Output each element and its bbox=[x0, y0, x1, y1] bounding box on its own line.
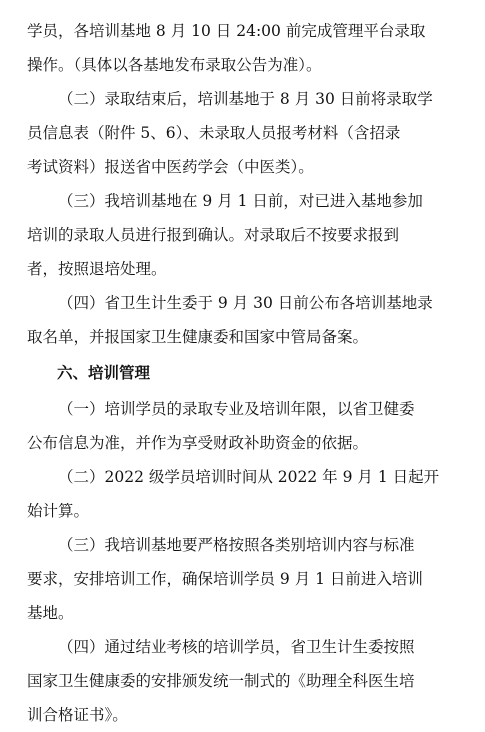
paragraph-line: （四）省卫生计生委于 9 月 30 日前公布各培训基地录 bbox=[58, 294, 433, 312]
paragraph-line: 者，按照退培处理。 bbox=[27, 260, 167, 278]
paragraph-line: 训合格证书》。 bbox=[27, 706, 128, 724]
paragraph-line: （二）录取结束后，培训基地于 8 月 30 日前将录取学 bbox=[58, 90, 433, 108]
paragraph-line: 始计算。 bbox=[27, 502, 90, 520]
section-heading: 六、培训管理 bbox=[57, 364, 151, 382]
paragraph-line: 操作。（具体以各基地发布录取公告为准）。 bbox=[27, 56, 322, 74]
paragraph-line: 基地。 bbox=[27, 604, 74, 622]
paragraph-line: 考试资料）报送省中医药学会（中医类）。 bbox=[27, 158, 314, 176]
paragraph-line: （二）2022 级学员培训时间从 2022 年 9 月 1 日起开 bbox=[58, 468, 440, 486]
paragraph-line: （三）我培训基地在 9 月 1 日前，对已进入基地参加 bbox=[58, 192, 423, 210]
paragraph-line: 学员，各培训基地 8 月 10 日 24:00 前完成管理平台录取 bbox=[27, 22, 426, 40]
paragraph-line: （三）我培训基地要严格按照各类别培训内容与标准 bbox=[58, 536, 415, 554]
paragraph-line: 要求，安排培训工作，确保培训学员 9 月 1 日前进入培训 bbox=[27, 570, 423, 588]
paragraph-line: 员信息表（附件 5、6）、未录取人员报考材料（含招录 bbox=[27, 124, 401, 142]
paragraph-line: （一）培训学员的录取专业及培训年限，以省卫健委 bbox=[58, 400, 415, 418]
paragraph-line: （四）通过结业考核的培训学员，省卫生计生委按照 bbox=[58, 638, 415, 656]
paragraph-line: 取名单，并报国家卫生健康委和国家中管局备案。 bbox=[27, 328, 369, 346]
paragraph-line: 培训的录取人员进行报到确认。对录取后不按要求报到 bbox=[27, 226, 400, 244]
paragraph-line: 国家卫生健康委的安排颁发统一制式的《助理全科医生培 bbox=[27, 672, 415, 690]
paragraph-line: 公布信息为准，并作为享受财政补助资金的依据。 bbox=[27, 434, 369, 452]
